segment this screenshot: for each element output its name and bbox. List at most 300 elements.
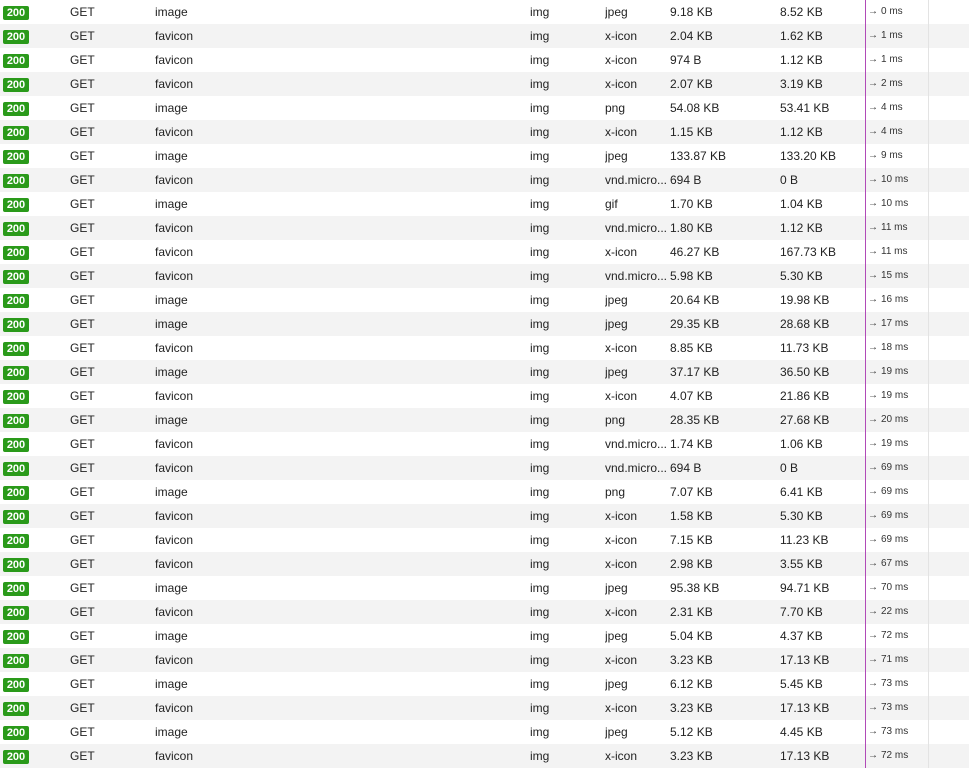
waterfall-cell bbox=[868, 312, 928, 336]
transferred-cell: 694 B bbox=[670, 461, 702, 475]
cause-cell: img bbox=[530, 413, 550, 427]
duration-label: 0 ms bbox=[881, 6, 903, 17]
type-cell: jpeg bbox=[605, 317, 628, 331]
request-row[interactable] bbox=[0, 168, 969, 192]
size-cell: 8.52 KB bbox=[780, 5, 823, 19]
status-cell bbox=[3, 144, 31, 168]
size-cell: 3.19 KB bbox=[780, 77, 823, 91]
status-badge: 200 bbox=[3, 126, 29, 140]
request-row[interactable] bbox=[0, 408, 969, 432]
method-cell: GET bbox=[70, 389, 95, 403]
method-cell: GET bbox=[70, 605, 95, 619]
status-badge: 200 bbox=[3, 342, 29, 356]
cause-cell: img bbox=[530, 557, 550, 571]
method-cell: GET bbox=[70, 509, 95, 523]
status-cell bbox=[3, 168, 31, 192]
type-cell: x-icon bbox=[605, 701, 638, 715]
status-cell bbox=[3, 24, 31, 48]
waterfall-cell bbox=[868, 648, 928, 672]
file-cell: favicon bbox=[155, 269, 194, 283]
status-badge: 200 bbox=[3, 750, 29, 764]
status-badge: 200 bbox=[3, 438, 29, 452]
cause-cell: img bbox=[530, 269, 550, 283]
waterfall-cell bbox=[868, 336, 928, 360]
file-cell: image bbox=[155, 413, 188, 427]
duration-label: 10 ms bbox=[881, 198, 909, 209]
type-cell: x-icon bbox=[605, 653, 638, 667]
duration-label: 9 ms bbox=[881, 150, 903, 161]
waterfall-cell bbox=[868, 216, 928, 240]
size-cell: 1.06 KB bbox=[780, 437, 823, 451]
right-arrow-icon: → bbox=[868, 438, 878, 449]
transferred-cell: 1.70 KB bbox=[670, 197, 713, 211]
cause-cell: img bbox=[530, 101, 550, 115]
file-cell: favicon bbox=[155, 29, 194, 43]
method-cell: GET bbox=[70, 437, 95, 451]
status-badge: 200 bbox=[3, 246, 29, 260]
status-badge: 200 bbox=[3, 558, 29, 572]
file-cell: image bbox=[155, 677, 188, 691]
file-cell: favicon bbox=[155, 557, 194, 571]
right-arrow-icon: → bbox=[868, 678, 878, 689]
duration-label: 4 ms bbox=[881, 126, 903, 137]
type-cell: x-icon bbox=[605, 341, 638, 355]
transferred-cell: 37.17 KB bbox=[670, 365, 720, 379]
file-cell: favicon bbox=[155, 77, 194, 91]
waterfall-cell bbox=[868, 96, 928, 120]
type-cell: x-icon bbox=[605, 509, 638, 523]
status-badge: 200 bbox=[3, 534, 29, 548]
file-cell: favicon bbox=[155, 509, 194, 523]
size-cell: 1.12 KB bbox=[780, 53, 823, 67]
right-arrow-icon: → bbox=[868, 198, 878, 209]
status-badge: 200 bbox=[3, 678, 29, 692]
size-cell: 6.41 KB bbox=[780, 485, 823, 499]
right-arrow-icon: → bbox=[868, 582, 878, 593]
status-cell bbox=[3, 96, 31, 120]
request-row[interactable] bbox=[0, 384, 969, 408]
right-arrow-icon: → bbox=[868, 534, 878, 545]
transferred-cell: 8.85 KB bbox=[670, 341, 713, 355]
request-row[interactable] bbox=[0, 72, 969, 96]
right-arrow-icon: → bbox=[868, 462, 878, 473]
cause-cell: img bbox=[530, 533, 550, 547]
status-cell bbox=[3, 624, 31, 648]
cause-cell: img bbox=[530, 221, 550, 235]
status-badge: 200 bbox=[3, 654, 29, 668]
duration-label: 71 ms bbox=[881, 654, 909, 665]
duration-label: 67 ms bbox=[881, 558, 909, 569]
size-cell: 0 B bbox=[780, 173, 799, 187]
request-row[interactable] bbox=[0, 96, 969, 120]
type-cell: x-icon bbox=[605, 29, 638, 43]
size-cell: 1.62 KB bbox=[780, 29, 823, 43]
duration-label: 11 ms bbox=[881, 246, 908, 257]
duration-label: 16 ms bbox=[881, 294, 909, 305]
waterfall-cell bbox=[868, 288, 928, 312]
right-arrow-icon: → bbox=[868, 726, 878, 737]
waterfall-cell bbox=[868, 384, 928, 408]
status-cell bbox=[3, 384, 31, 408]
cause-cell: img bbox=[530, 341, 550, 355]
file-cell: image bbox=[155, 197, 188, 211]
method-cell: GET bbox=[70, 749, 95, 763]
size-cell: 94.71 KB bbox=[780, 581, 830, 595]
duration-label: 19 ms bbox=[881, 390, 909, 401]
transferred-cell: 3.23 KB bbox=[670, 749, 713, 763]
cause-cell: img bbox=[530, 29, 550, 43]
right-arrow-icon: → bbox=[868, 222, 878, 233]
status-badge: 200 bbox=[3, 366, 29, 380]
file-cell: favicon bbox=[155, 533, 194, 547]
waterfall-cell bbox=[868, 552, 928, 576]
method-cell: GET bbox=[70, 341, 95, 355]
timeline-gridline bbox=[928, 0, 929, 768]
waterfall-cell bbox=[868, 576, 928, 600]
type-cell: gif bbox=[605, 197, 618, 211]
request-row[interactable] bbox=[0, 600, 969, 624]
size-cell: 5.45 KB bbox=[780, 677, 823, 691]
request-row[interactable] bbox=[0, 192, 969, 216]
size-cell: 28.68 KB bbox=[780, 317, 830, 331]
size-cell: 4.45 KB bbox=[780, 725, 823, 739]
file-cell: favicon bbox=[155, 341, 194, 355]
right-arrow-icon: → bbox=[868, 342, 878, 353]
file-cell: favicon bbox=[155, 437, 194, 451]
waterfall-cell bbox=[868, 528, 928, 552]
request-row[interactable] bbox=[0, 360, 969, 384]
waterfall-cell bbox=[868, 72, 928, 96]
request-row[interactable] bbox=[0, 336, 969, 360]
request-row[interactable] bbox=[0, 744, 969, 768]
status-cell bbox=[3, 456, 31, 480]
type-cell: x-icon bbox=[605, 749, 638, 763]
type-cell: jpeg bbox=[605, 629, 628, 643]
cause-cell: img bbox=[530, 677, 550, 691]
request-row[interactable] bbox=[0, 624, 969, 648]
size-cell: 36.50 KB bbox=[780, 365, 830, 379]
status-cell bbox=[3, 432, 31, 456]
cause-cell: img bbox=[530, 605, 550, 619]
duration-label: 73 ms bbox=[881, 726, 909, 737]
transferred-cell: 5.12 KB bbox=[670, 725, 713, 739]
status-badge: 200 bbox=[3, 54, 29, 68]
status-cell bbox=[3, 264, 31, 288]
status-cell bbox=[3, 72, 31, 96]
method-cell: GET bbox=[70, 5, 95, 19]
method-cell: GET bbox=[70, 725, 95, 739]
waterfall-cell bbox=[868, 240, 928, 264]
file-cell: favicon bbox=[155, 461, 194, 475]
cause-cell: img bbox=[530, 77, 550, 91]
cause-cell: img bbox=[530, 749, 550, 763]
status-cell bbox=[3, 600, 31, 624]
size-cell: 11.23 KB bbox=[780, 533, 829, 547]
type-cell: vnd.micro... bbox=[605, 269, 668, 283]
status-cell bbox=[3, 744, 31, 768]
cause-cell: img bbox=[530, 389, 550, 403]
status-badge: 200 bbox=[3, 174, 29, 188]
request-row[interactable] bbox=[0, 480, 969, 504]
status-badge: 200 bbox=[3, 702, 29, 716]
size-cell: 17.13 KB bbox=[780, 701, 830, 715]
transferred-cell: 3.23 KB bbox=[670, 653, 713, 667]
size-cell: 19.98 KB bbox=[780, 293, 830, 307]
size-cell: 1.04 KB bbox=[780, 197, 823, 211]
size-cell: 3.55 KB bbox=[780, 557, 823, 571]
status-badge: 200 bbox=[3, 150, 29, 164]
transferred-cell: 46.27 KB bbox=[670, 245, 720, 259]
status-badge: 200 bbox=[3, 726, 29, 740]
right-arrow-icon: → bbox=[868, 6, 878, 17]
duration-label: 72 ms bbox=[881, 630, 909, 641]
transferred-cell: 6.12 KB bbox=[670, 677, 713, 691]
status-cell bbox=[3, 0, 31, 24]
method-cell: GET bbox=[70, 413, 95, 427]
cause-cell: img bbox=[530, 725, 550, 739]
status-cell bbox=[3, 576, 31, 600]
duration-label: 69 ms bbox=[881, 534, 909, 545]
type-cell: x-icon bbox=[605, 533, 638, 547]
method-cell: GET bbox=[70, 557, 95, 571]
method-cell: GET bbox=[70, 701, 95, 715]
transferred-cell: 54.08 KB bbox=[670, 101, 720, 115]
request-row[interactable] bbox=[0, 456, 969, 480]
duration-label: 4 ms bbox=[881, 102, 903, 113]
duration-label: 69 ms bbox=[881, 486, 909, 497]
transferred-cell: 974 B bbox=[670, 53, 702, 67]
cause-cell: img bbox=[530, 701, 550, 715]
type-cell: x-icon bbox=[605, 125, 638, 139]
file-cell: image bbox=[155, 485, 188, 499]
file-cell: favicon bbox=[155, 653, 194, 667]
right-arrow-icon: → bbox=[868, 390, 878, 401]
size-cell: 167.73 KB bbox=[780, 245, 837, 259]
status-badge: 200 bbox=[3, 606, 29, 620]
method-cell: GET bbox=[70, 77, 95, 91]
duration-label: 69 ms bbox=[881, 510, 909, 521]
method-cell: GET bbox=[70, 29, 95, 43]
waterfall-cell bbox=[868, 144, 928, 168]
right-arrow-icon: → bbox=[868, 750, 878, 761]
file-cell: favicon bbox=[155, 245, 194, 259]
method-cell: GET bbox=[70, 293, 95, 307]
size-cell: 0 B bbox=[780, 461, 799, 475]
right-arrow-icon: → bbox=[868, 318, 878, 329]
request-row[interactable] bbox=[0, 672, 969, 696]
waterfall-cell bbox=[868, 192, 928, 216]
transferred-cell: 4.07 KB bbox=[670, 389, 713, 403]
method-cell: GET bbox=[70, 653, 95, 667]
type-cell: x-icon bbox=[605, 53, 638, 67]
status-badge: 200 bbox=[3, 222, 29, 236]
duration-label: 1 ms bbox=[881, 54, 903, 65]
status-badge: 200 bbox=[3, 510, 29, 524]
request-row[interactable] bbox=[0, 144, 969, 168]
waterfall-cell bbox=[868, 744, 928, 768]
type-cell: jpeg bbox=[605, 725, 628, 739]
type-cell: x-icon bbox=[605, 605, 638, 619]
request-row[interactable] bbox=[0, 432, 969, 456]
type-cell: vnd.micro... bbox=[605, 221, 668, 235]
waterfall-cell bbox=[868, 600, 928, 624]
cause-cell: img bbox=[530, 125, 550, 139]
status-badge: 200 bbox=[3, 318, 29, 332]
duration-label: 22 ms bbox=[881, 606, 909, 617]
request-row[interactable] bbox=[0, 552, 969, 576]
type-cell: jpeg bbox=[605, 677, 628, 691]
method-cell: GET bbox=[70, 629, 95, 643]
request-row[interactable] bbox=[0, 576, 969, 600]
cause-cell: img bbox=[530, 629, 550, 643]
duration-label: 69 ms bbox=[881, 462, 909, 473]
status-cell bbox=[3, 336, 31, 360]
duration-label: 19 ms bbox=[881, 366, 909, 377]
transferred-cell: 2.98 KB bbox=[670, 557, 713, 571]
method-cell: GET bbox=[70, 581, 95, 595]
method-cell: GET bbox=[70, 677, 95, 691]
request-row[interactable] bbox=[0, 240, 969, 264]
status-badge: 200 bbox=[3, 102, 29, 116]
waterfall-cell bbox=[868, 696, 928, 720]
size-cell: 5.30 KB bbox=[780, 509, 823, 523]
request-row[interactable] bbox=[0, 48, 969, 72]
type-cell: jpeg bbox=[605, 581, 628, 595]
request-row[interactable] bbox=[0, 528, 969, 552]
right-arrow-icon: → bbox=[868, 558, 878, 569]
request-row[interactable] bbox=[0, 648, 969, 672]
request-row[interactable] bbox=[0, 0, 969, 24]
type-cell: x-icon bbox=[605, 557, 638, 571]
right-arrow-icon: → bbox=[868, 30, 878, 41]
size-cell: 133.20 KB bbox=[780, 149, 837, 163]
duration-label: 17 ms bbox=[881, 318, 909, 329]
file-cell: favicon bbox=[155, 749, 194, 763]
method-cell: GET bbox=[70, 317, 95, 331]
transferred-cell: 2.07 KB bbox=[670, 77, 713, 91]
status-cell bbox=[3, 672, 31, 696]
file-cell: image bbox=[155, 101, 188, 115]
duration-label: 73 ms bbox=[881, 702, 909, 713]
duration-label: 70 ms bbox=[881, 582, 909, 593]
right-arrow-icon: → bbox=[868, 126, 878, 137]
waterfall-cell bbox=[868, 48, 928, 72]
right-arrow-icon: → bbox=[868, 630, 878, 641]
status-cell bbox=[3, 48, 31, 72]
cause-cell: img bbox=[530, 173, 550, 187]
file-cell: favicon bbox=[155, 173, 194, 187]
status-cell bbox=[3, 648, 31, 672]
waterfall-cell bbox=[868, 432, 928, 456]
status-badge: 200 bbox=[3, 78, 29, 92]
status-cell bbox=[3, 312, 31, 336]
right-arrow-icon: → bbox=[868, 150, 878, 161]
request-row[interactable] bbox=[0, 264, 969, 288]
right-arrow-icon: → bbox=[868, 270, 878, 281]
transferred-cell: 1.74 KB bbox=[670, 437, 713, 451]
status-badge: 200 bbox=[3, 30, 29, 44]
transferred-cell: 29.35 KB bbox=[670, 317, 720, 331]
request-row[interactable] bbox=[0, 24, 969, 48]
cause-cell: img bbox=[530, 5, 550, 19]
status-badge: 200 bbox=[3, 414, 29, 428]
status-cell bbox=[3, 216, 31, 240]
status-badge: 200 bbox=[3, 6, 29, 20]
transferred-cell: 1.58 KB bbox=[670, 509, 713, 523]
cause-cell: img bbox=[530, 461, 550, 475]
size-cell: 7.70 KB bbox=[780, 605, 823, 619]
request-row[interactable] bbox=[0, 120, 969, 144]
size-cell: 5.30 KB bbox=[780, 269, 823, 283]
status-cell bbox=[3, 120, 31, 144]
request-row[interactable] bbox=[0, 720, 969, 744]
method-cell: GET bbox=[70, 245, 95, 259]
method-cell: GET bbox=[70, 269, 95, 283]
transferred-cell: 7.07 KB bbox=[670, 485, 713, 499]
size-cell: 17.13 KB bbox=[780, 749, 830, 763]
duration-label: 73 ms bbox=[881, 678, 909, 689]
status-badge: 200 bbox=[3, 270, 29, 284]
size-cell: 1.12 KB bbox=[780, 125, 823, 139]
file-cell: favicon bbox=[155, 701, 194, 715]
right-arrow-icon: → bbox=[868, 486, 878, 497]
type-cell: jpeg bbox=[605, 365, 628, 379]
waterfall-cell bbox=[868, 504, 928, 528]
transferred-cell: 7.15 KB bbox=[670, 533, 713, 547]
status-cell bbox=[3, 480, 31, 504]
file-cell: image bbox=[155, 725, 188, 739]
status-cell bbox=[3, 360, 31, 384]
status-cell bbox=[3, 528, 31, 552]
transferred-cell: 95.38 KB bbox=[670, 581, 720, 595]
transferred-cell: 1.80 KB bbox=[670, 221, 713, 235]
file-cell: image bbox=[155, 365, 188, 379]
method-cell: GET bbox=[70, 125, 95, 139]
status-badge: 200 bbox=[3, 582, 29, 596]
status-badge: 200 bbox=[3, 294, 29, 308]
type-cell: jpeg bbox=[605, 5, 628, 19]
request-row[interactable] bbox=[0, 312, 969, 336]
right-arrow-icon: → bbox=[868, 510, 878, 521]
right-arrow-icon: → bbox=[868, 294, 878, 305]
method-cell: GET bbox=[70, 53, 95, 67]
cause-cell: img bbox=[530, 317, 550, 331]
status-badge: 200 bbox=[3, 486, 29, 500]
request-row[interactable] bbox=[0, 696, 969, 720]
file-cell: favicon bbox=[155, 221, 194, 235]
right-arrow-icon: → bbox=[868, 702, 878, 713]
method-cell: GET bbox=[70, 197, 95, 211]
cause-cell: img bbox=[530, 197, 550, 211]
cause-cell: img bbox=[530, 581, 550, 595]
waterfall-cell bbox=[868, 624, 928, 648]
duration-label: 2 ms bbox=[881, 78, 903, 89]
transferred-cell: 133.87 KB bbox=[670, 149, 727, 163]
waterfall-cell bbox=[868, 408, 928, 432]
request-row[interactable] bbox=[0, 216, 969, 240]
cause-cell: img bbox=[530, 53, 550, 67]
duration-label: 1 ms bbox=[881, 30, 903, 41]
request-row[interactable] bbox=[0, 288, 969, 312]
status-badge: 200 bbox=[3, 198, 29, 212]
method-cell: GET bbox=[70, 365, 95, 379]
request-row[interactable] bbox=[0, 504, 969, 528]
method-cell: GET bbox=[70, 461, 95, 475]
waterfall-cell bbox=[868, 24, 928, 48]
cause-cell: img bbox=[530, 485, 550, 499]
file-cell: favicon bbox=[155, 53, 194, 67]
waterfall-cell bbox=[868, 480, 928, 504]
